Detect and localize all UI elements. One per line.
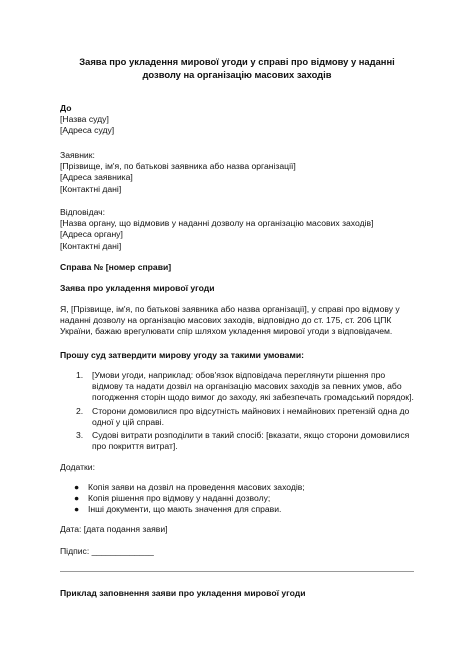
applicant-address: [Адреса заявника]	[60, 172, 133, 183]
bullet-icon: ●	[74, 504, 80, 515]
applicant-label: Заявник:	[60, 150, 95, 160]
list-item	[72, 504, 412, 515]
respondent-label: Відповідач:	[60, 207, 106, 217]
attachment-text: Інші документи, що мають значення для справи.	[88, 504, 282, 515]
applicant-block	[60, 150, 296, 195]
list-item-line: Сторони домовилися про відсутність майнових і немайнових претензій одна до	[92, 405, 410, 416]
list-item	[76, 430, 416, 452]
title-line-2: дозволу на організацію масових заходів	[142, 69, 332, 80]
respondent-address: [Адреса органу]	[60, 229, 123, 240]
list-item-line: погодження сторін щодо вимог до заходу, які забезпечать громадський порядок].	[92, 392, 414, 403]
list-item-line: [Умови угоди, наприклад: обов'язок відповідача переглянути рішення про	[92, 370, 386, 380]
bullet-icon: ●	[74, 482, 80, 492]
title-line-1: Заява про укладення мирової угоди у справі про відмову у наданні	[79, 56, 395, 67]
attachments-list	[72, 482, 412, 516]
applicant-name: [Прізвище, ім'я, по батькові заявника або назва організації]	[60, 161, 296, 172]
court-name: [Назва суду]	[60, 114, 109, 125]
divider	[60, 571, 414, 572]
addressee-block	[60, 103, 114, 137]
to-label: До	[60, 103, 72, 113]
example-heading: Приклад заповнення заяви про укладення мирової угоди	[60, 588, 306, 598]
conditions-list	[76, 370, 416, 454]
list-item	[76, 406, 416, 428]
list-item-line: одної у цій справі.	[92, 416, 164, 427]
bullet-icon: ●	[74, 493, 80, 504]
attachments-label: Додатки:	[60, 462, 95, 472]
attachment-text: Копія заяви на дозвіл на проведення масових заходів;	[88, 482, 305, 492]
respondent-name: [Назва органу, що відмовив у наданні дозволу на організацію масових заходів]	[60, 218, 374, 229]
date-line: Дата: [дата подання заяви]	[60, 524, 168, 534]
document-title	[40, 55, 434, 81]
case-number: Справа № [номер справи]	[60, 262, 172, 272]
body-line-2: наданні дозволу на організацію масових заходів, відповідно до ст. 175, ст. 206 ЦПК	[60, 315, 392, 326]
court-address: [Адреса суду]	[60, 125, 115, 136]
statement-heading: Заява про укладення мирової угоди	[60, 283, 215, 293]
body-line-3: України, бажаю врегулювати спір шляхом укладення мирової угоди з відповідачем.	[60, 326, 393, 337]
list-item-number: 3.	[76, 430, 84, 441]
list-item	[72, 482, 412, 493]
signature-line: Підпис: _____________	[60, 546, 154, 556]
list-item-line: про покриття витрат].	[92, 441, 178, 452]
body-line-1: Я, [Прізвище, ім'я, по батькові заявника або назва організації], у справі про відмову у	[60, 304, 400, 314]
attachment-text: Копія рішення про відмову у наданні дозволу;	[88, 493, 271, 504]
list-item	[76, 370, 416, 404]
list-item-line: відмову та надати дозвіл на організацію масових заходів за певних умов, або	[92, 381, 402, 392]
respondent-contacts: [Контактні дані]	[60, 240, 122, 251]
statement-body	[60, 304, 400, 338]
applicant-contacts: [Контактні дані]	[60, 183, 122, 194]
list-item	[72, 493, 412, 504]
list-item-number: 2.	[76, 405, 84, 416]
list-item-number: 1.	[76, 370, 84, 380]
respondent-block	[60, 207, 373, 252]
request-heading: Прошу суд затвердити мирову угоду за такими умовами:	[60, 350, 304, 360]
list-item-line: Судові витрати розподілити в такий спосіб: [вказати, якщо сторони домовилися	[92, 430, 410, 441]
